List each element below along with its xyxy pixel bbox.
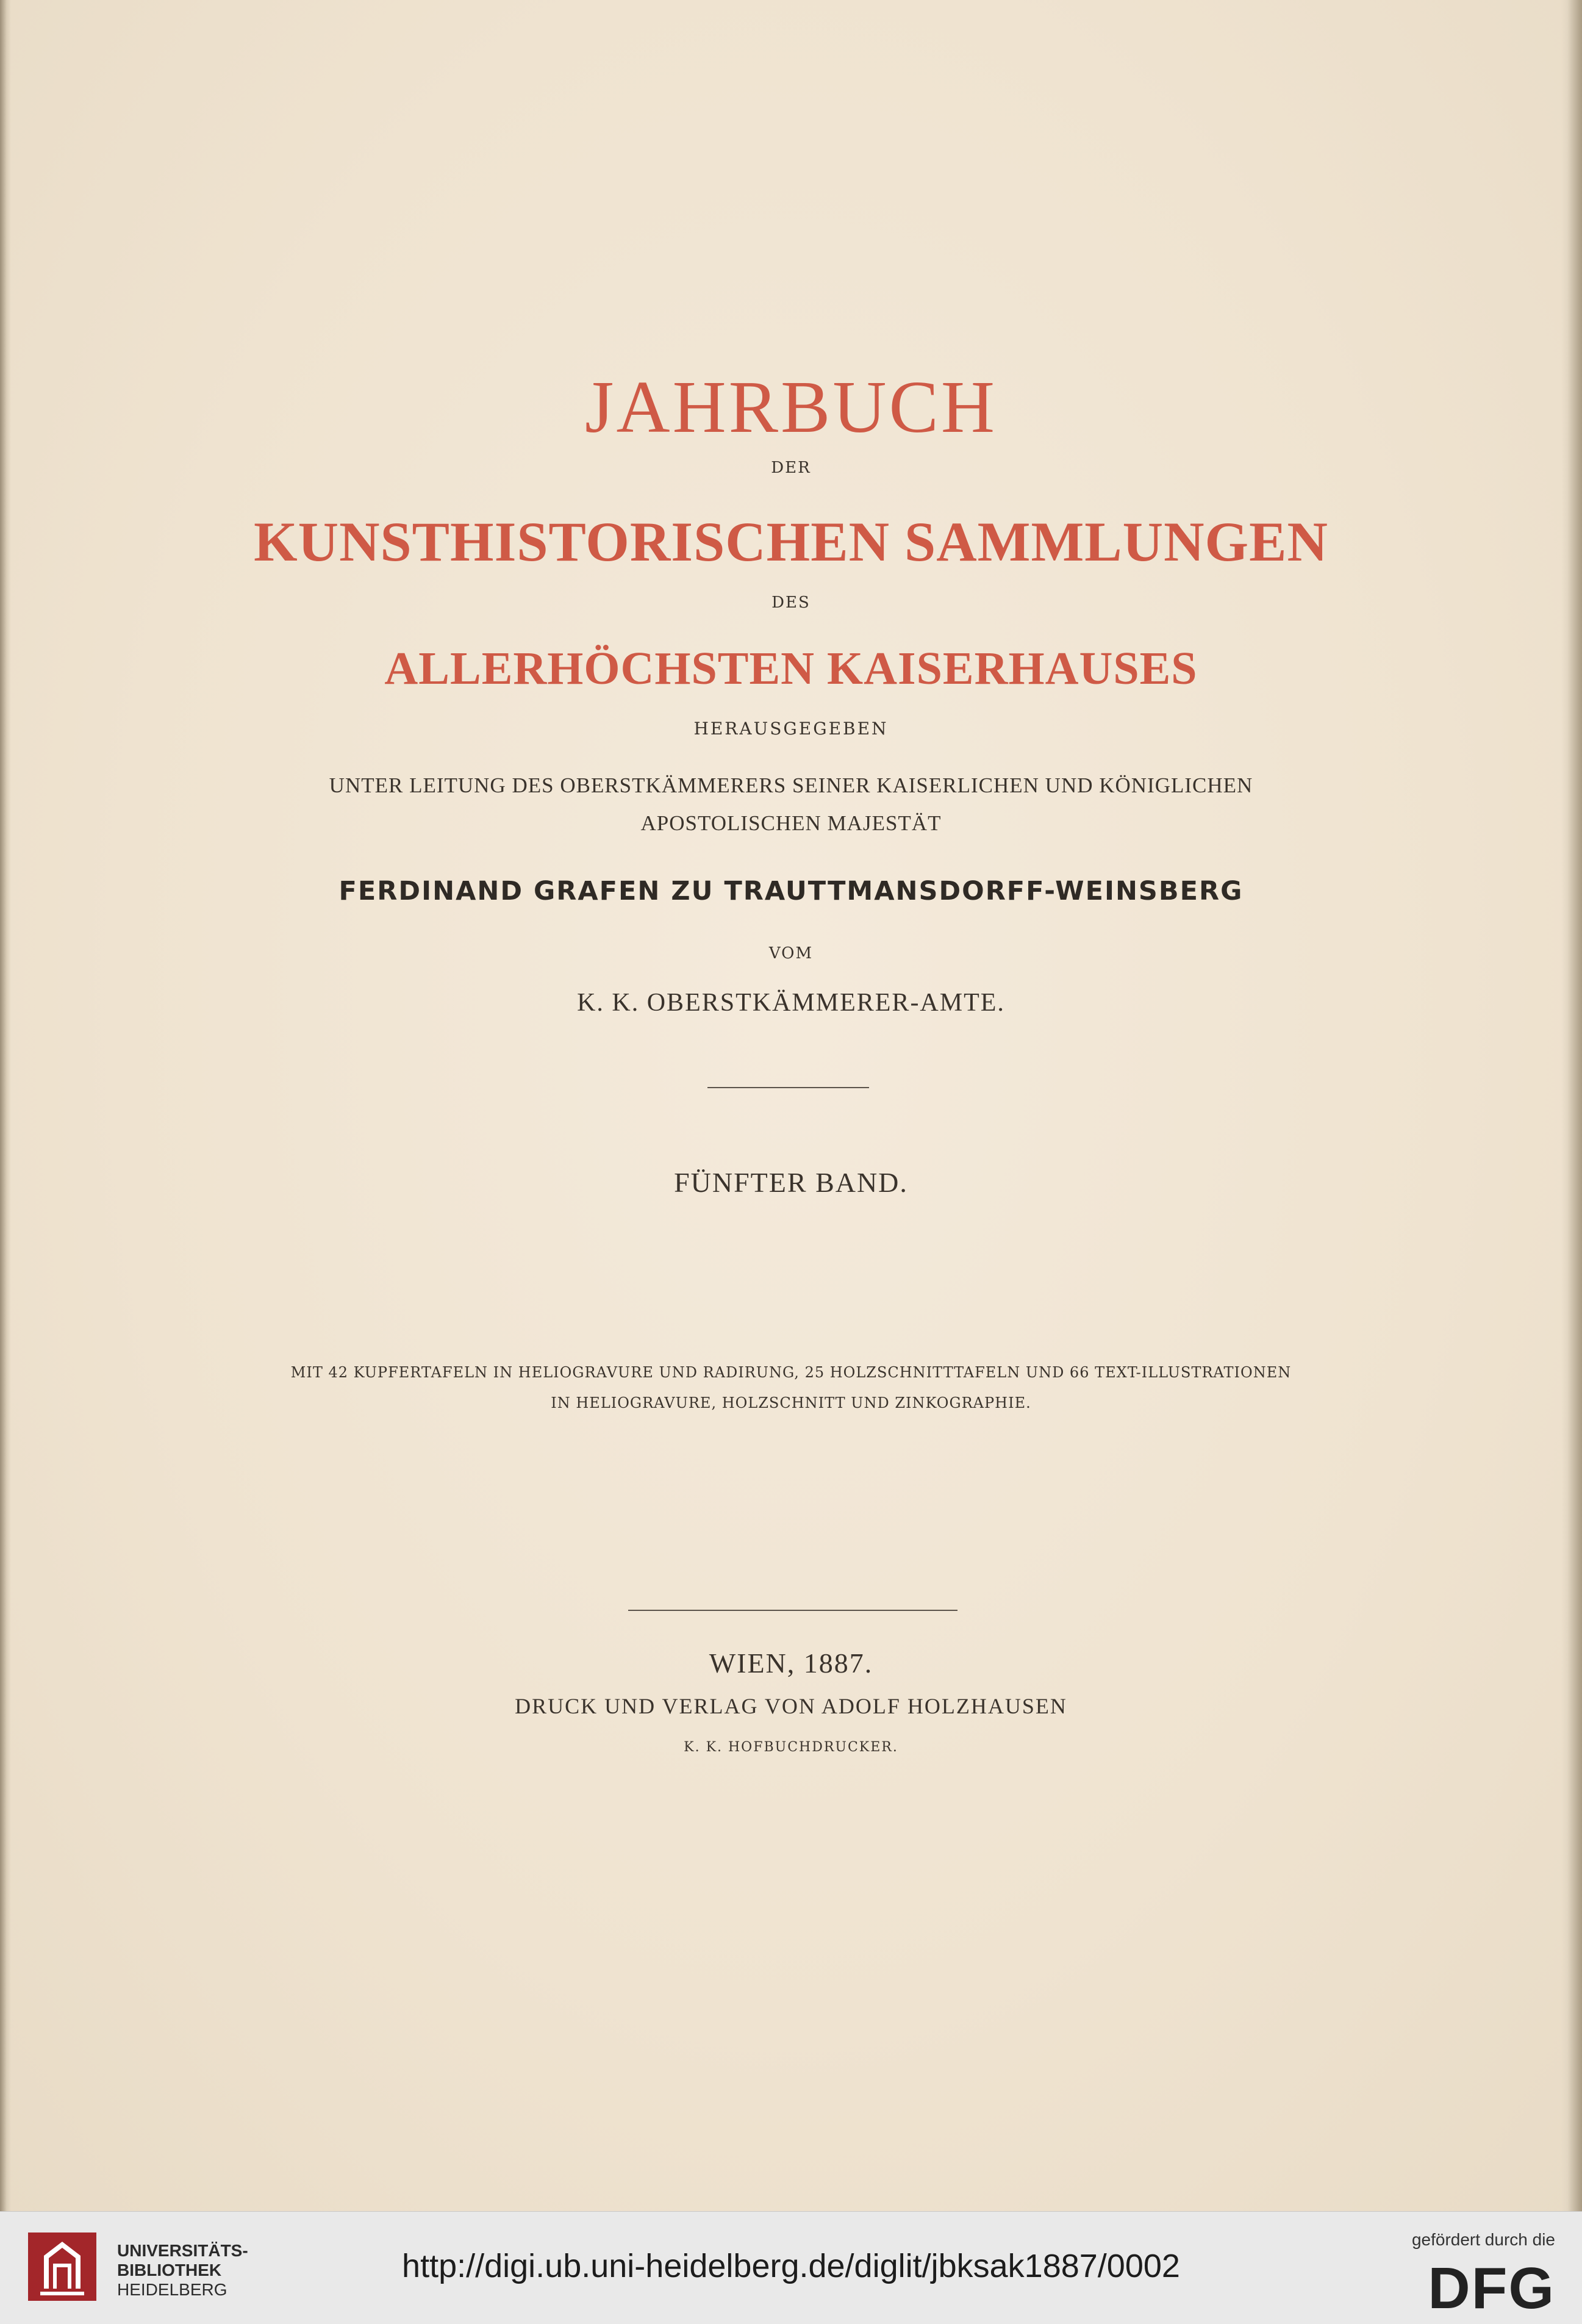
office-name: K. K. OBERSTKÄMMERER-AMTE. <box>577 989 1005 1017</box>
contents-note-line-1: MIT 42 KUPFERTAFELN IN HELIOGRAVURE UND RADIRUNG, 25 HOLZSCHNITTTAFELN UND 66 TEXT-ILLUSTRATIONEN <box>290 1364 1292 1381</box>
volume-number: FÜNFTER BAND. <box>674 1167 908 1198</box>
permalink-url[interactable]: http://digi.ub.uni-heidelberg.de/diglit/jbksak1887/0002 <box>402 2248 1180 2284</box>
word-der: DER <box>771 459 811 477</box>
library-name-line-3: HEIDELBERG <box>117 2280 227 2299</box>
publisher-line: DRUCK UND VERLAG VON ADOLF HOLZHAUSEN <box>515 1694 1067 1718</box>
subtitle-sammlungen: KUNSTHISTORISCHEN SAMMLUNGEN <box>254 511 1328 573</box>
word-vom: VOM <box>768 944 814 963</box>
title-jahrbuch: JAHRBUCH <box>584 366 997 448</box>
editor-label: HERAUSGEGEBEN <box>693 719 889 739</box>
contents-note-line-2: IN HELIOGRAVURE, HOLZSCHNITT UND ZINKOGRAPHIE. <box>551 1394 1031 1411</box>
direction-line-1: UNTER LEITUNG DES OBERSTKÄMMERERS SEINER KAISERLICHEN UND KÖNIGLICHEN <box>329 773 1253 797</box>
word-des: DES <box>771 594 811 612</box>
funding-note: gefördert durch die <box>1411 2230 1555 2249</box>
place-and-year: WIEN, 1887. <box>709 1648 873 1679</box>
editor-name: FERDINAND GRAFEN ZU TRAUTTMANSDORFF-WEINSBERG <box>338 876 1244 906</box>
divider-rule <box>628 1610 957 1611</box>
library-name-line-2: BIBLIOTHEK <box>117 2261 222 2279</box>
digitization-footer <box>0 2211 1582 2324</box>
dfg-logo[interactable]: DFG <box>1428 2256 1555 2321</box>
subtitle-kaiserhauses: ALLERHÖCHSTEN KAISERHAUSES <box>384 643 1198 694</box>
direction-line-2: APOSTOLISCHEN MAJESTÄT <box>640 811 942 835</box>
printer-line: K. K. HOFBUCHDRUCKER. <box>684 1740 898 1755</box>
divider-rule <box>707 1087 869 1088</box>
library-name-line-1: UNIVERSITÄTS- <box>117 2241 248 2260</box>
